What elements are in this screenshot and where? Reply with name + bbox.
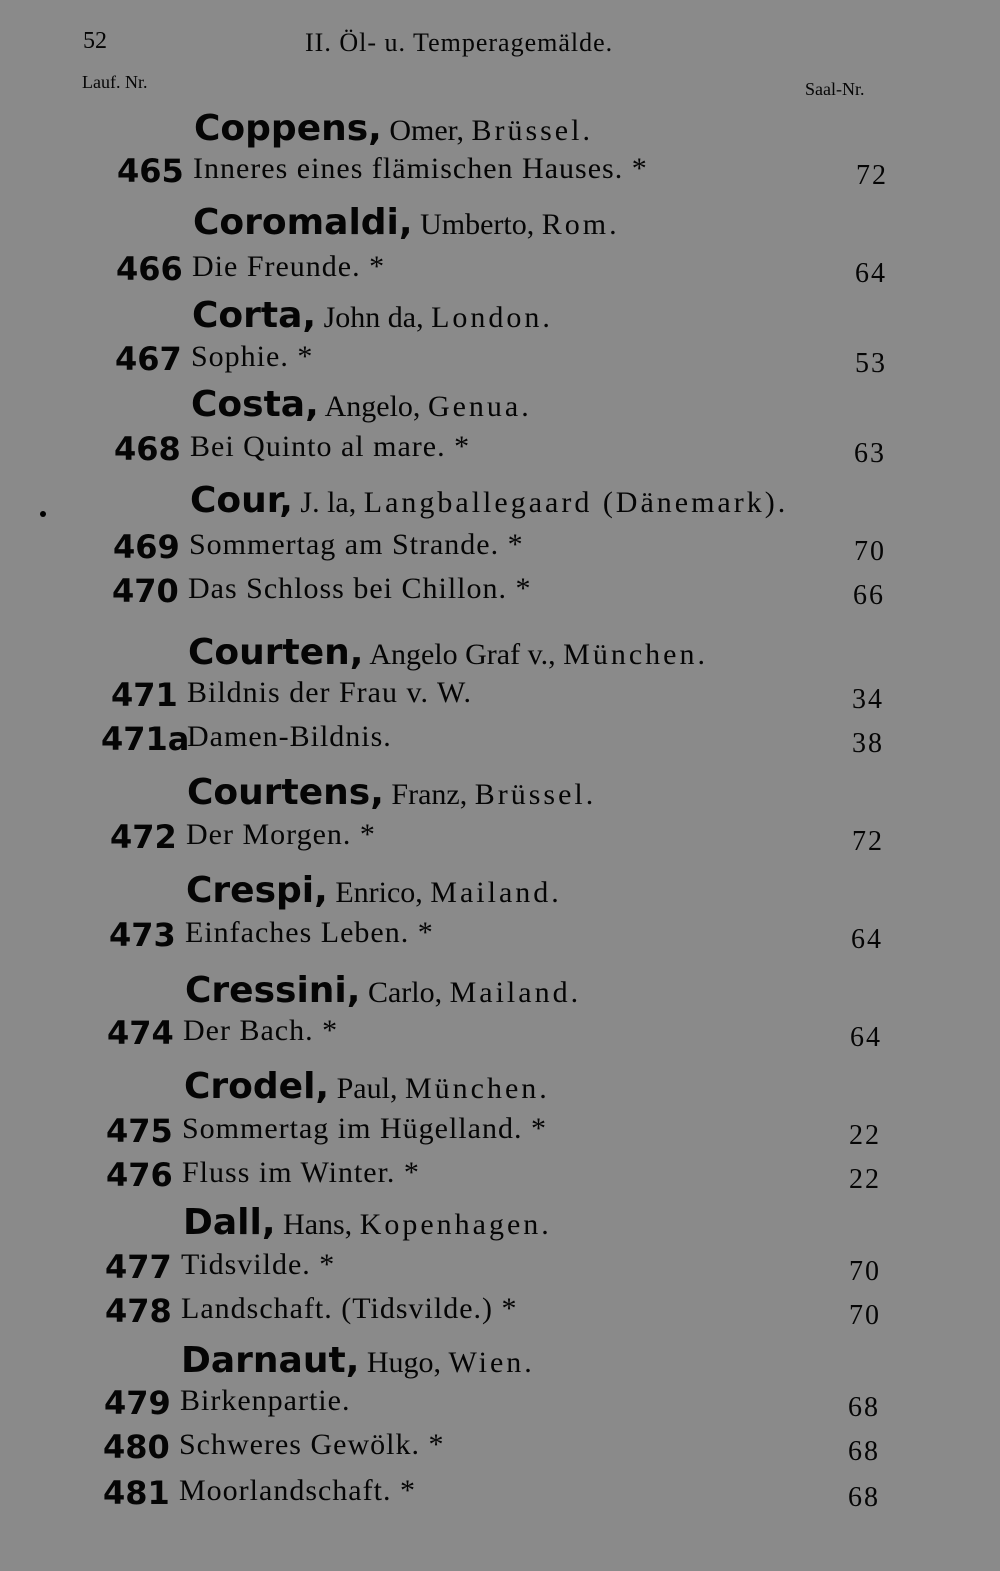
artist-name: Coromaldi, bbox=[193, 202, 413, 243]
saal-number: 68 bbox=[848, 1482, 880, 1513]
saal-number: 64 bbox=[855, 258, 887, 289]
artist-forename: Paul, bbox=[329, 1072, 405, 1105]
catalog-entry bbox=[0, 340, 1000, 384]
artist-city: London. bbox=[431, 301, 553, 334]
work-title: Schweres Gewölk. * bbox=[179, 1428, 445, 1461]
catalog-entry bbox=[0, 152, 1000, 196]
artist-name: Cressini, bbox=[185, 970, 361, 1011]
lauf-number: 476 bbox=[106, 1156, 173, 1194]
lauf-number: 468 bbox=[114, 430, 181, 468]
artist-name: Darnaut, bbox=[181, 1340, 360, 1381]
artist-city: Rom. bbox=[541, 208, 620, 241]
artist-name: Courtens, bbox=[187, 772, 384, 813]
artist-city: Brüssel. bbox=[474, 778, 597, 811]
catalog-entry bbox=[0, 676, 1000, 720]
artist-forename: Angelo, bbox=[318, 390, 428, 423]
artist-forename: Carlo, bbox=[360, 976, 450, 1009]
running-title: II. Öl- u. Temperagemälde. bbox=[305, 28, 614, 57]
artist-name: Crodel, bbox=[184, 1066, 330, 1107]
artist-city: München. bbox=[563, 638, 708, 671]
saal-number: 68 bbox=[848, 1392, 880, 1423]
lauf-number: 480 bbox=[103, 1428, 170, 1466]
saal-number: 68 bbox=[848, 1436, 880, 1467]
lauf-number: 475 bbox=[106, 1112, 173, 1150]
artist-heading bbox=[186, 870, 562, 911]
catalog-entry bbox=[0, 1248, 1000, 1292]
catalog-entry bbox=[0, 1112, 1000, 1156]
catalog-entry bbox=[0, 1474, 1000, 1518]
lauf-number: 473 bbox=[109, 916, 176, 954]
catalog-entry bbox=[0, 572, 1000, 616]
catalog-entry bbox=[0, 1428, 1000, 1472]
saal-number: 66 bbox=[853, 580, 885, 611]
work-title: Die Freunde. * bbox=[192, 250, 386, 283]
artist-heading bbox=[185, 970, 581, 1011]
saal-number: 22 bbox=[849, 1120, 881, 1151]
column-label-saal-nr: Saal-Nr. bbox=[805, 79, 865, 99]
work-title: Landschaft. (Tidsvilde.) * bbox=[181, 1292, 518, 1325]
artist-forename: Omer, bbox=[381, 114, 472, 147]
artist-name: Coppens, bbox=[194, 108, 382, 149]
lauf-number: 481 bbox=[103, 1474, 170, 1512]
work-title: Inneres eines flämischen Hauses. * bbox=[193, 152, 648, 185]
lauf-number: 477 bbox=[105, 1248, 172, 1286]
artist-heading bbox=[187, 772, 596, 813]
artist-city: München. bbox=[404, 1072, 550, 1105]
lauf-number: 478 bbox=[105, 1292, 172, 1330]
work-title: Sommertag im Hügelland. * bbox=[182, 1112, 547, 1145]
saal-number: 22 bbox=[849, 1164, 881, 1195]
work-title: Birkenpartie. bbox=[180, 1384, 351, 1417]
work-title: Sophie. * bbox=[191, 340, 314, 373]
artist-forename: Umberto, bbox=[412, 208, 542, 241]
catalog-entry bbox=[0, 250, 1000, 294]
column-label-lauf-nr: Lauf. Nr. bbox=[82, 72, 148, 92]
artist-city: Mailand. bbox=[449, 976, 582, 1009]
catalog-entry bbox=[0, 430, 1000, 474]
saal-number: 70 bbox=[849, 1300, 881, 1331]
artist-forename: J. la, bbox=[292, 486, 364, 519]
work-title: Moorlandschaft. * bbox=[179, 1474, 416, 1507]
artist-name: Courten, bbox=[188, 632, 364, 673]
lauf-number: 469 bbox=[113, 528, 180, 566]
work-title: Tidsvilde. * bbox=[181, 1248, 336, 1281]
artist-city: Wien. bbox=[448, 1346, 535, 1379]
work-title: Der Bach. * bbox=[183, 1014, 339, 1047]
saal-number: 72 bbox=[856, 160, 888, 191]
catalog-entry bbox=[0, 720, 1000, 764]
artist-name: Cour, bbox=[190, 480, 293, 521]
saal-number: 63 bbox=[854, 438, 886, 469]
page-number: 52 bbox=[83, 28, 107, 54]
work-title: Damen-Bildnis. bbox=[187, 720, 392, 753]
catalog-entry bbox=[0, 1014, 1000, 1058]
artist-city: Kopenhagen. bbox=[359, 1208, 552, 1241]
artist-heading bbox=[192, 295, 553, 336]
artist-name: Costa, bbox=[191, 384, 319, 425]
lauf-number: 467 bbox=[115, 340, 182, 378]
saal-number: 70 bbox=[849, 1256, 881, 1287]
work-title: Sommertag am Strande. * bbox=[189, 528, 524, 561]
saal-number: 53 bbox=[855, 348, 887, 379]
artist-forename: Angelo Graf v., bbox=[363, 638, 564, 671]
work-title: Einfaches Leben. * bbox=[185, 916, 434, 949]
catalog-entry bbox=[0, 916, 1000, 960]
saal-number: 72 bbox=[852, 826, 884, 857]
lauf-number: 479 bbox=[104, 1384, 171, 1422]
artist-heading bbox=[194, 108, 593, 149]
lauf-number: 471 bbox=[111, 676, 178, 714]
artist-name: Crespi, bbox=[186, 870, 328, 911]
lauf-number: 474 bbox=[107, 1014, 174, 1052]
catalog-entry bbox=[0, 1156, 1000, 1200]
artist-forename: John da, bbox=[316, 301, 432, 334]
saal-number: 64 bbox=[850, 1022, 882, 1053]
lauf-number: 470 bbox=[112, 572, 179, 610]
artist-heading bbox=[193, 202, 620, 243]
work-title: Fluss im Winter. * bbox=[182, 1156, 420, 1189]
saal-number: 64 bbox=[851, 924, 883, 955]
catalog-entry bbox=[0, 528, 1000, 572]
work-title: Der Morgen. * bbox=[186, 818, 376, 851]
saal-number: 38 bbox=[852, 728, 884, 759]
artist-city: Brüssel. bbox=[471, 114, 593, 147]
artist-forename: Franz, bbox=[383, 778, 475, 811]
artist-forename: Hugo, bbox=[359, 1346, 449, 1379]
catalog-entry bbox=[0, 1292, 1000, 1336]
artist-name: Corta, bbox=[192, 295, 317, 336]
lauf-number: 472 bbox=[110, 818, 177, 856]
catalog-entry bbox=[0, 1384, 1000, 1428]
artist-city: Langballegaard (Dänemark). bbox=[363, 486, 789, 519]
artist-heading bbox=[184, 1066, 550, 1107]
work-title: Das Schloss bei Chillon. * bbox=[188, 572, 532, 605]
lauf-number: 465 bbox=[117, 152, 184, 190]
lauf-number: 471a bbox=[101, 720, 190, 758]
artist-city: Genua. bbox=[427, 390, 532, 423]
catalog-entry bbox=[0, 818, 1000, 862]
lauf-number: 466 bbox=[116, 250, 183, 288]
work-title: Bildnis der Frau v. W. bbox=[187, 676, 473, 709]
artist-heading bbox=[190, 480, 788, 521]
artist-city: Mailand. bbox=[430, 876, 562, 909]
artist-forename: Enrico, bbox=[327, 876, 431, 909]
artist-forename: Hans, bbox=[275, 1208, 360, 1241]
saal-number: 34 bbox=[852, 684, 884, 715]
artist-heading bbox=[188, 632, 708, 673]
work-title: Bei Quinto al mare. * bbox=[190, 430, 471, 463]
artist-heading bbox=[191, 384, 532, 425]
artist-name: Dall, bbox=[183, 1202, 276, 1243]
saal-number: 70 bbox=[854, 536, 886, 567]
artist-heading bbox=[181, 1340, 535, 1381]
artist-heading bbox=[183, 1202, 552, 1243]
